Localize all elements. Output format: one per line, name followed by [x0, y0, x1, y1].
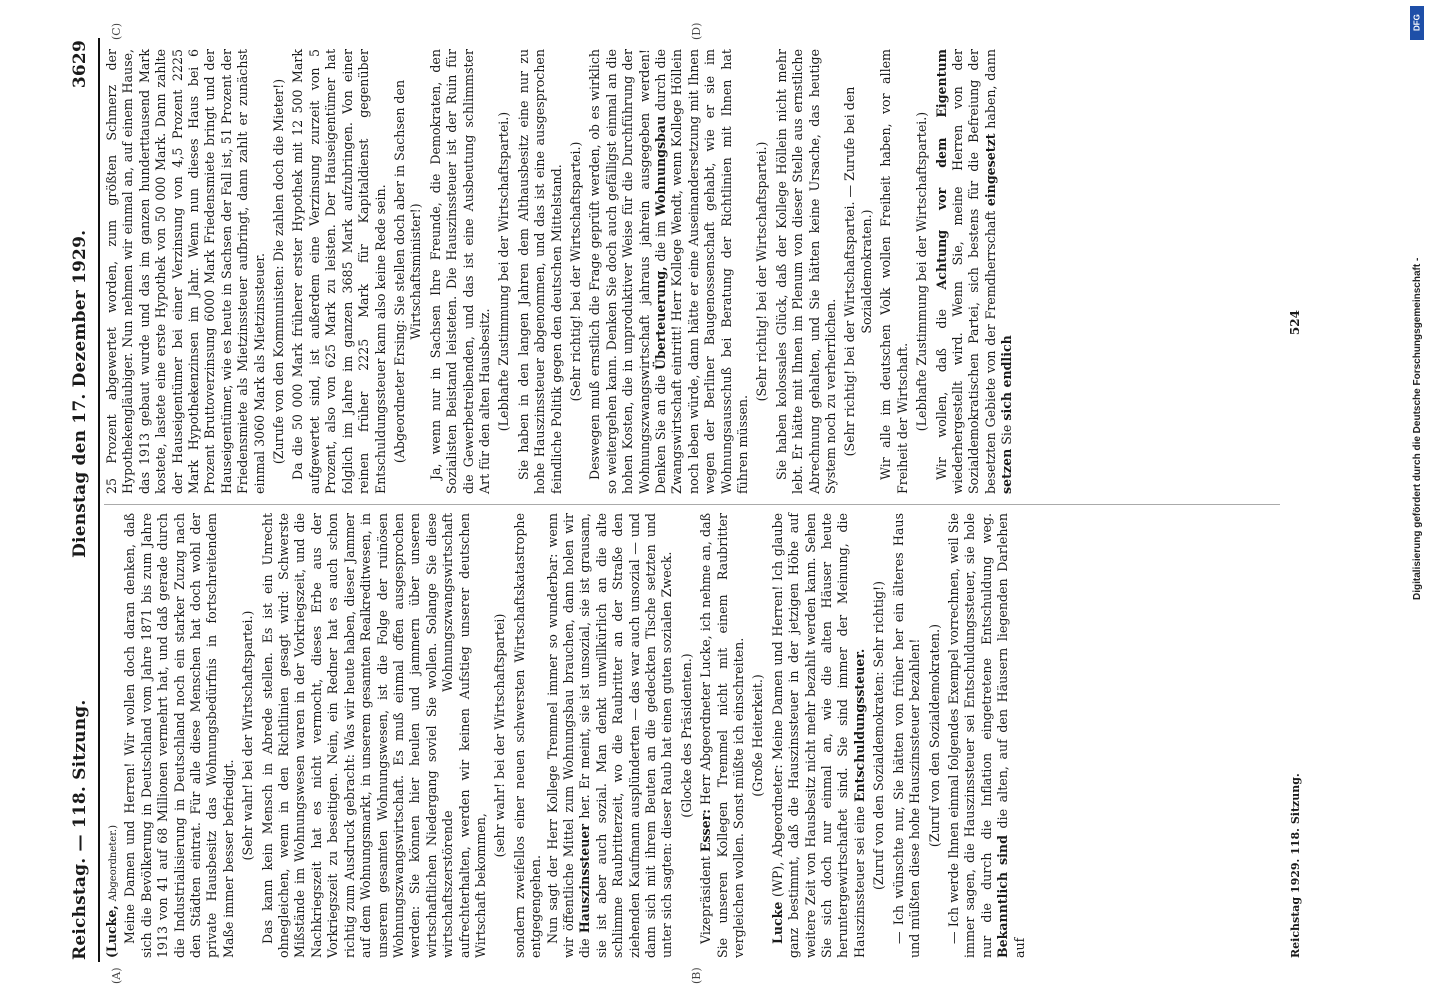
paragraph: Sie haben kolossales Glück, daß der Kollege Höllein nicht mehr lebt. Er hätte mit Ihnen im Plenum von dieser Stelle aus ernstliche Abrechnung gehalten, und Sie hätten keine Ursache, das heutige System noch zu verherrlichen.	[773, 49, 839, 494]
paragraph: Ja, wenn nur in Sachsen Ihre Freunde, die Demokraten, den Sozialisten Beistand leisteten. Die Hauszinssteuer ist der Ruin für die Gewerbetreibenden, und das ist eine Ausbeutung schlimmster Art für den alten Hausbesitz.	[427, 49, 492, 494]
interjection: (Glocke des Präsidenten.)	[678, 653, 694, 818]
paragraph: 25 Prozent abgewertet worden, zum größten Schmerz der Hypothekengläubiger. Nun nehmen wir einmal an, auf einem Hause, das 1913 gebaut wurde und das im ganzen hunderttausend Mark kostete, lastete eine erste Hypothek von 50 000 Mark. Dann zahlte der Hauseigentümer bei einer Verzinsung von 4,5 Prozent 2225 Mark Hypothekenzinsen im Jahr. Wenn nun dieses Haus bei 6 Prozent Bruttoverzinsung 6000 Mark Friedensmiete bringt und der Hauseigentümer, wie es heute in Sachsen der Fall ist, 51 Prozent der Friedensmiete als Mietzinssteuer aufbringt, dann zahlt er zunächst einmal 3060 Mark als Mietzinssteuer.	[104, 49, 267, 494]
interjection: (Zurufe von den Kommunisten: Die zahlen doch die Mieter!)	[271, 78, 287, 465]
right-column	[104, 49, 1016, 494]
paragraph: Sie haben in den langen Jahren dem Althausbesitz eine nur zu hohe Hauszinssteuer abgenommen, und das ist eine ausgesprochen feindliche Politik gegen den deutschen Mittelstand.	[515, 49, 564, 494]
paragraph: Meine Damen und Herren! Wir wollen doch daran denken, daß sich die Bevölkerung in Deutschland vom Jahre 1871 bis zum Jahre 1913 von 41 auf 68 Millionen vermehrt hat, und daß gerade durch die Industrialisierung in Deutschland noch ein starker Zuzug nach den Städten eintrat. Für alle diese Menschen hat doch wohl der private Hausbesitz das Wohnungsbedürfnis in fortschreitendem Maße immer besser befriedigt.	[122, 513, 236, 958]
interjection: (Sehr richtig! bei der Wirtschaftspartei.)	[754, 141, 770, 402]
header-page-number: 3629	[70, 40, 90, 89]
dfg-credit-strip	[1404, 0, 1432, 1000]
interjection: (Sehr richtig! bei der Wirtschaftspartei.)	[567, 141, 583, 402]
margin-mark-a: (A)	[110, 967, 123, 984]
interjection: (Große Heiterkeit.)	[750, 674, 766, 797]
interjection: (Sehr wahr! bei der Wirtschaftspartei.)	[240, 610, 256, 861]
page-footer: Reichstag 1929. 118. Sitzung.	[1289, 773, 1302, 958]
header-rule	[98, 38, 100, 962]
paragraph: Lucke (WP), Abgeordneter: Meine Damen und Herren! Ich glaube ganz bestimmt, daß die Hauszinssteuer in der jetzigen Höhe auf weitere Zeit von Hausbesitz nicht mehr bezahlt werden kann. Sehen Sie sich doch nur einmal an, wie die alten Häuser heute heruntergewirtschaftet sind. Sie sind immer der Meinung, die Hauszinssteuer sei eine Entschuldungssteuer.	[769, 513, 867, 958]
left-column	[104, 513, 1028, 958]
paragraph: Da die 50 000 Mark früherer erster Hypothek mit 12 500 Mark aufgewertet sind, ist außerdem eine Verzinsung zurzeit von 5 Prozent, also von 625 Mark zu leisten. Der Hauseigentümer hat folglich im Jahre im ganzen 3685 Mark aufzubringen. Von einer reinen früher 2225 Mark für Kapitaldienst gegenüber Entschuldungssteuer kann also keine Rede sein.	[290, 49, 388, 494]
interjection: (Zuruf von den Sozialdemokraten: Sehr richtig!)	[871, 580, 887, 891]
header-date: Dienstag den 17. Dezember 1929.	[70, 229, 90, 558]
interjection: (sehr wahr! bei der Wirtschaftspartei)	[492, 613, 508, 858]
paragraph: (Lucke, Abgeordneter.)	[104, 825, 119, 958]
interjection: (Lebhafte Zustimmung bei der Wirtschaftspartei.)	[496, 111, 512, 432]
interjection: (Lebhafte Zustimmung bei der Wirtschaftspartei.)	[914, 111, 930, 432]
interjection: (Abgeordneter Ersing: Sie stellen doch aber in Sachsen den Wirtschaftsminister!)	[391, 79, 424, 464]
paragraph: Deswegen muß ernstlich die Frage geprüft werden, ob es wirklich so weitergehen kann. Denken Sie doch auch gefälligst einmal an die hohen Kosten, die in unproduktiver Weise für die Durchführung der Wohnungszwangswirtschaft jahraus jahrein ausgegeben werden! Denken Sie an die Überteuerung, die im Wohnungsbau durch die Zwangswirtschaft eintritt! Herr Kollege Wendt, wenn Kollege Höllein noch leben würde, dann hätte er eine Auseinandersetzung mit Ihnen wegen der Berliner Baugenossenschaft gehabt, wie er sie im Wohnungsausschuß bei Beratung der Richtlinien mit Ihnen hat führen müssen.	[587, 48, 751, 494]
margin-mark-c: (C)	[110, 23, 123, 40]
margin-mark-d: (D)	[690, 22, 703, 40]
paragraph: Nun sagt der Herr Kollege Tremmel immer so wunderbar: wenn wir öffentliche Mittel zum Wohnungsbau brauchen, dann holen wir die Hauszinssteuer her. Er meint, sie ist unsozial, sie ist grausam, sie ist aber auch sozial. Man denkt unwillkürlich an die alte schlimme Raubritterzeit, wo die Raubritter an der Straße den ziehenden Kaufmann ausplünderten — das war auch unsozial — und dann sich mit ihrem Beuten an die gedeckten Tische setzten und unter sich sagten: dieser Raub hat einen guten sozialen Zweck.	[544, 513, 675, 958]
interjection: (Sehr richtig! bei der Wirtschaftspartei. — Zurufe bei den Sozialdemokraten.)	[842, 86, 874, 457]
paragraph: — Ich werde Ihnen einmal folgendes Exempel vorrechnen, weil Sie immer sagen, die Hauszinssteuer sei Entschuldungssteuer, sie hole nur die durch die Inflation eingetretene Entschuldung weg. Bekanntlich sind die alten, auf den Häusern liegenden Darlehen auf	[945, 513, 1027, 958]
paragraph: Wir wollen, daß die Achtung vor dem Eigentum wiederhergestellt wird. Wenn Sie, meine Herren von der Sozialdemokratischen Partei, sich bestens für die Befreiung der besetzten Gebiete von der Fremdherrschaft eingesetzt haben, dann setzen Sie sich endlich	[933, 49, 1015, 494]
header-left: Reichstag. — 118. Sitzung.	[70, 699, 90, 960]
dfg-logo: DFG	[1410, 6, 1424, 40]
page-header	[70, 40, 100, 960]
footer-page-number: 524	[1288, 310, 1302, 336]
column-divider	[104, 504, 1280, 505]
rotated-document-page	[70, 22, 1310, 984]
paragraph: Das kann kein Mensch in Abrede stellen. Es ist ein Unrecht ohnegleichen, wenn in den Richtlinien gesagt wird: Schwerste Mißstände im Wohnungswesen waren in der Vorkriegszeit, und die Nachkriegszeit hat es nicht vermocht, dieses Erbe aus der Vorkriegszeit zu beseitigen. Nein, ein Redner hat es auch schon richtig zum Ausdruck gebracht: Was wir heute haben, dieser Jammer auf dem Wohnungsmarkt, in unserem gesamten Realkreditwesen, in unserem gesamten Wohnungswesen, ist die Folge der ruinösen Wohnungszwangswirtschaft. Es muß einmal offen ausgesprochen werden: Sie können hier heulen und jammern über unseren wirtschaftlichen Niedergang soviel Sie wollen. Solange Sie diese wirtschaftszerstörende Wohnungszwangswirtschaft aufrechterhalten, werden wir keinen Aufstieg unserer deutschen Wirtschaft bekommen,	[259, 513, 488, 958]
interjection: (Zuruf von den Sozialdemokraten.)	[926, 623, 942, 848]
paragraph: — Ich wünschte nur, Sie hätten von früher her ein älteres Haus und müßten diese hohe Hauszinssteuer bezahlen!	[890, 513, 923, 958]
paragraph: Wir alle im deutschen Volk wollen Freiheit haben, vor allem Freiheit der Wirtschaft.	[878, 49, 910, 494]
paragraph: sondern zweifellos einer neuen schwersten Wirtschaftskatastrophe entgegengehen.	[511, 513, 544, 958]
paragraph: Vizepräsident Esser: Herr Abgeordneter Lucke, ich nehme an, daß Sie unseren Kollegen Tremmel nicht mit einem Raubritter vergleichen wollen. Sonst müßte ich einschreiten.	[698, 513, 747, 958]
margin-mark-b: (B)	[690, 967, 703, 984]
dfg-credit-text: Digitalisierung gefördert durch die Deutsche Forschungsgemeinschaft -	[1412, 257, 1423, 600]
